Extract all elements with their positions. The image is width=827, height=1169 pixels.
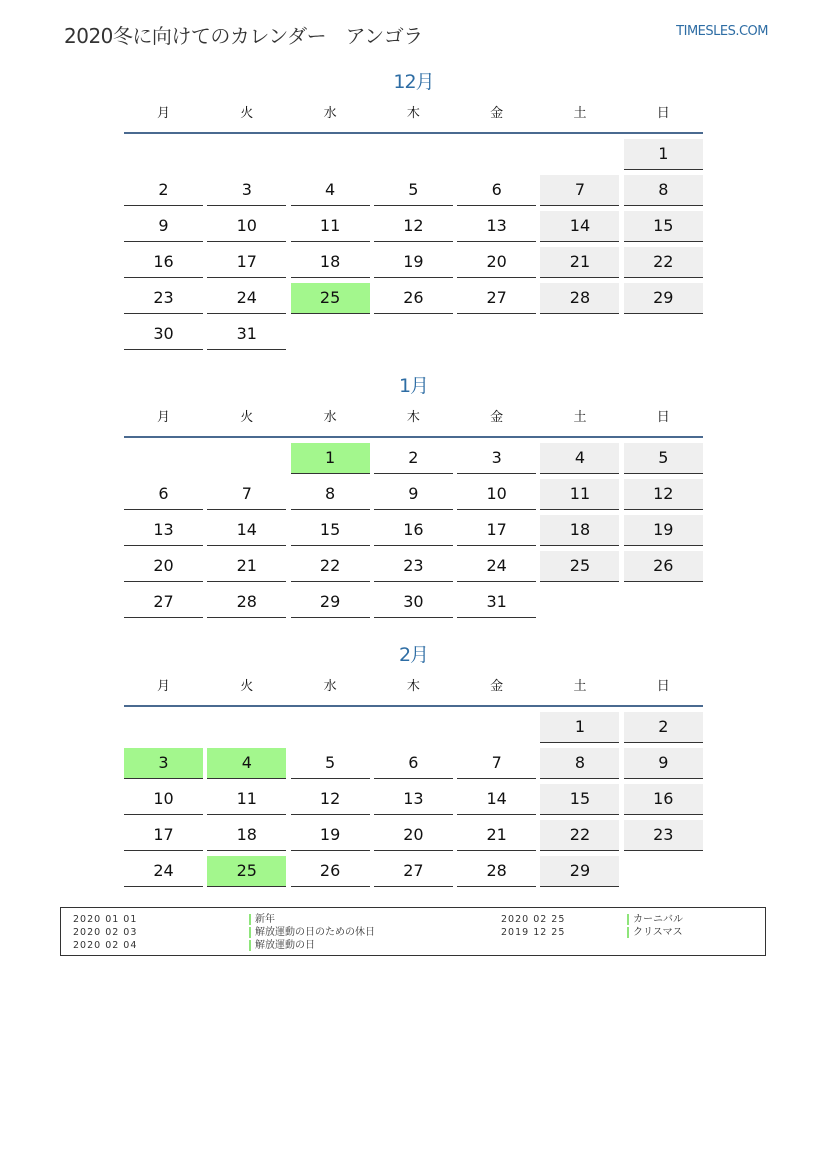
day-cell[interactable]: 17 — [457, 515, 536, 546]
site-link[interactable]: TIMESLES.COM — [676, 24, 768, 39]
weekday-label: 日 — [656, 106, 670, 121]
day-cell[interactable]: 7 — [540, 175, 619, 206]
day-cell[interactable]: 26 — [624, 551, 703, 582]
day-cell[interactable]: 30 — [374, 587, 453, 618]
day-cell[interactable]: 6 — [124, 479, 203, 510]
day-cell[interactable]: 19 — [374, 247, 453, 278]
day-cell[interactable]: 7 — [457, 748, 536, 779]
day-grid — [124, 139, 703, 350]
weekday-label: 土 — [573, 106, 587, 121]
day-cell[interactable]: 28 — [207, 587, 286, 618]
day-cell[interactable]: 25 — [207, 856, 286, 887]
empty-cell — [207, 443, 286, 474]
day-cell[interactable]: 5 — [624, 443, 703, 474]
weekday-header — [124, 405, 703, 431]
header-divider — [124, 132, 703, 134]
day-cell[interactable]: 4 — [291, 175, 370, 206]
day-cell[interactable]: 14 — [457, 784, 536, 815]
empty-cell — [207, 712, 286, 743]
day-cell[interactable]: 29 — [291, 587, 370, 618]
weekday-label: 火 — [240, 679, 254, 694]
weekday-label: 土 — [573, 410, 587, 425]
day-cell[interactable]: 24 — [124, 856, 203, 887]
day-cell[interactable]: 4 — [207, 748, 286, 779]
day-cell[interactable]: 3 — [124, 748, 203, 779]
day-cell[interactable]: 11 — [207, 784, 286, 815]
day-cell[interactable]: 19 — [624, 515, 703, 546]
header-divider — [124, 705, 703, 707]
day-cell[interactable]: 13 — [374, 784, 453, 815]
weekday-label: 月 — [156, 410, 170, 425]
day-cell[interactable]: 2 — [374, 443, 453, 474]
empty-cell — [457, 139, 536, 170]
weekday-header — [124, 674, 703, 700]
day-cell[interactable]: 21 — [457, 820, 536, 851]
day-cell[interactable]: 1 — [540, 712, 619, 743]
month-title: 2月 — [398, 644, 429, 666]
day-cell[interactable]: 3 — [207, 175, 286, 206]
day-cell[interactable]: 15 — [291, 515, 370, 546]
weekday-label: 木 — [406, 410, 420, 425]
empty-cell — [291, 712, 370, 743]
day-cell[interactable]: 29 — [624, 283, 703, 314]
legend-date: 2019 12 25 — [501, 927, 566, 938]
weekday-label: 金 — [490, 679, 504, 694]
day-cell[interactable]: 13 — [457, 211, 536, 242]
day-cell[interactable]: 24 — [457, 551, 536, 582]
legend-date: 2020 02 04 — [73, 940, 138, 951]
day-cell[interactable]: 6 — [374, 748, 453, 779]
day-cell[interactable]: 22 — [540, 820, 619, 851]
empty-cell — [374, 139, 453, 170]
weekday-label: 金 — [490, 106, 504, 121]
day-cell[interactable]: 21 — [207, 551, 286, 582]
day-cell[interactable]: 3 — [457, 443, 536, 474]
day-cell[interactable]: 26 — [374, 283, 453, 314]
day-grid — [124, 443, 703, 618]
day-cell[interactable]: 5 — [291, 748, 370, 779]
weekday-header — [124, 101, 703, 127]
empty-cell — [207, 139, 286, 170]
legend-holiday-name: 解放運動の日のための休日 — [249, 926, 375, 939]
day-cell[interactable]: 8 — [291, 479, 370, 510]
day-cell[interactable]: 24 — [207, 283, 286, 314]
day-cell[interactable]: 10 — [124, 784, 203, 815]
day-cell[interactable]: 10 — [207, 211, 286, 242]
day-cell[interactable]: 15 — [540, 784, 619, 815]
legend-date: 2020 01 01 — [73, 914, 138, 925]
weekday-label: 水 — [323, 106, 337, 121]
day-cell[interactable]: 9 — [124, 211, 203, 242]
day-cell[interactable]: 23 — [374, 551, 453, 582]
holiday-legend — [60, 907, 766, 956]
weekday-label: 木 — [406, 679, 420, 694]
month-title: 12月 — [393, 71, 434, 93]
legend-holiday-name: 解放運動の日 — [249, 939, 315, 952]
day-cell[interactable]: 1 — [624, 139, 703, 170]
day-cell[interactable]: 2 — [624, 712, 703, 743]
empty-cell — [124, 139, 203, 170]
day-cell[interactable]: 18 — [207, 820, 286, 851]
day-cell[interactable]: 16 — [624, 784, 703, 815]
empty-cell — [457, 712, 536, 743]
weekday-label: 水 — [323, 679, 337, 694]
legend-holiday-name: クリスマス — [627, 926, 683, 939]
day-cell[interactable]: 20 — [124, 551, 203, 582]
weekday-label: 木 — [406, 106, 420, 121]
day-cell[interactable]: 9 — [624, 748, 703, 779]
day-cell[interactable]: 23 — [124, 283, 203, 314]
empty-cell — [124, 712, 203, 743]
day-cell[interactable]: 17 — [207, 247, 286, 278]
weekday-label: 日 — [656, 410, 670, 425]
day-cell[interactable]: 11 — [540, 479, 619, 510]
day-cell[interactable]: 14 — [207, 515, 286, 546]
legend-date: 2020 02 25 — [501, 914, 566, 925]
day-cell[interactable]: 31 — [457, 587, 536, 618]
weekday-label: 火 — [240, 410, 254, 425]
day-cell[interactable]: 12 — [624, 479, 703, 510]
day-cell[interactable]: 14 — [540, 211, 619, 242]
month-february — [124, 641, 703, 887]
day-cell[interactable]: 28 — [540, 283, 619, 314]
day-cell[interactable]: 22 — [291, 551, 370, 582]
day-cell[interactable]: 2 — [124, 175, 203, 206]
day-cell[interactable]: 28 — [457, 856, 536, 887]
day-cell[interactable]: 21 — [540, 247, 619, 278]
day-cell[interactable]: 27 — [124, 587, 203, 618]
weekday-label: 月 — [156, 106, 170, 121]
legend-date: 2020 02 03 — [73, 927, 138, 938]
day-cell[interactable]: 16 — [124, 247, 203, 278]
day-cell[interactable]: 12 — [291, 784, 370, 815]
day-cell[interactable]: 25 — [291, 283, 370, 314]
day-cell[interactable]: 8 — [540, 748, 619, 779]
empty-cell — [540, 139, 619, 170]
day-cell[interactable]: 22 — [624, 247, 703, 278]
day-cell[interactable]: 25 — [540, 551, 619, 582]
header-divider — [124, 436, 703, 438]
empty-cell — [374, 712, 453, 743]
day-cell[interactable]: 29 — [540, 856, 619, 887]
weekday-label: 水 — [323, 410, 337, 425]
day-cell[interactable]: 12 — [374, 211, 453, 242]
day-cell[interactable]: 31 — [207, 319, 286, 350]
day-cell[interactable]: 15 — [624, 211, 703, 242]
day-cell[interactable]: 18 — [540, 515, 619, 546]
day-cell[interactable]: 9 — [374, 479, 453, 510]
empty-cell — [291, 139, 370, 170]
day-cell[interactable]: 4 — [540, 443, 619, 474]
day-cell[interactable]: 8 — [624, 175, 703, 206]
day-cell[interactable]: 27 — [374, 856, 453, 887]
day-cell[interactable]: 5 — [374, 175, 453, 206]
day-cell[interactable]: 1 — [291, 443, 370, 474]
month-january — [124, 372, 703, 618]
weekday-label: 月 — [156, 679, 170, 694]
day-cell[interactable]: 11 — [291, 211, 370, 242]
weekday-label: 土 — [573, 679, 587, 694]
day-cell[interactable]: 23 — [624, 820, 703, 851]
day-cell[interactable]: 13 — [124, 515, 203, 546]
day-cell[interactable]: 16 — [374, 515, 453, 546]
legend-holiday-name: カーニバル — [627, 913, 683, 926]
legend-holiday-name: 新年 — [249, 913, 275, 926]
day-cell[interactable]: 10 — [457, 479, 536, 510]
month-title: 1月 — [398, 375, 429, 397]
weekday-label: 日 — [656, 679, 670, 694]
weekday-label: 火 — [240, 106, 254, 121]
day-cell[interactable]: 19 — [291, 820, 370, 851]
day-cell[interactable]: 6 — [457, 175, 536, 206]
day-cell[interactable]: 26 — [291, 856, 370, 887]
day-grid — [124, 712, 703, 887]
day-cell[interactable]: 20 — [374, 820, 453, 851]
day-cell[interactable]: 18 — [291, 247, 370, 278]
day-cell[interactable]: 17 — [124, 820, 203, 851]
page-title: 2020冬に向けてのカレンダー アンゴラ — [64, 24, 423, 48]
weekday-label: 金 — [490, 410, 504, 425]
day-cell[interactable]: 27 — [457, 283, 536, 314]
month-december — [124, 68, 703, 350]
empty-cell — [124, 443, 203, 474]
day-cell[interactable]: 20 — [457, 247, 536, 278]
day-cell[interactable]: 7 — [207, 479, 286, 510]
day-cell[interactable]: 30 — [124, 319, 203, 350]
